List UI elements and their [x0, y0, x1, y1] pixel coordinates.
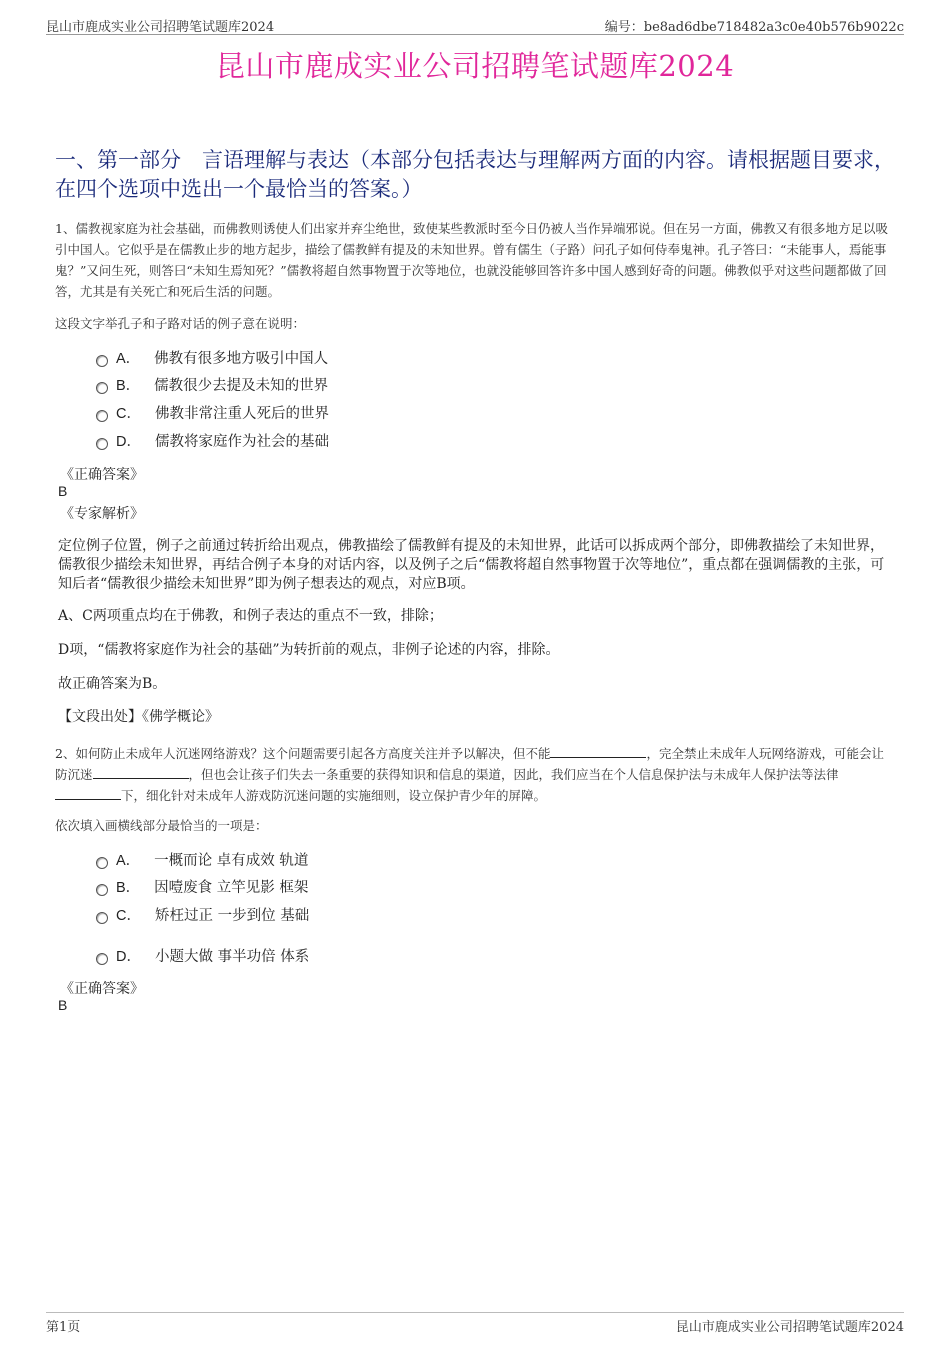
footer-doc-title: 昆山市鹿成实业公司招聘笔试题库2024	[675, 1320, 904, 1335]
page-footer	[46, 1312, 904, 1333]
q1-option-a[interactable]: A． 佛教有很多地方吸引中国人	[96, 348, 328, 370]
q2-answer-label: 《正确答案》	[60, 981, 144, 997]
q2-option-d[interactable]: D． 小题大做 事半功倍 体系	[96, 946, 309, 968]
q1-analysis-paragraph: D项，“儒教将家庭作为社会的基础”为转折前的观点，非例子论述的内容，排除。	[58, 642, 560, 658]
q2-answer: B	[58, 997, 68, 1013]
q1-prompt: 这段文字举孔子和子路对话的例子意在说明：	[55, 316, 306, 331]
radio-icon[interactable]	[96, 410, 108, 422]
q1-answer: B	[58, 483, 68, 499]
q2-option-a[interactable]: A． 一概而论 卓有成效 轨道	[96, 850, 308, 872]
footer-page-number: 第1页	[46, 1320, 81, 1335]
radio-icon[interactable]	[96, 438, 108, 450]
q1-analysis-paragraph: A、C两项重点均在于佛教，和例子表达的重点不一致，排除；	[58, 608, 443, 624]
radio-icon[interactable]	[96, 382, 108, 394]
q1-option-c[interactable]: C． 佛教非常注重人死后的世界	[96, 403, 329, 425]
header-doc-id: 编号：be8ad6dbe718482a3c0e40b576b9022c	[604, 20, 904, 35]
radio-icon[interactable]	[96, 884, 108, 896]
q2-prompt: 依次填入画横线部分最恰当的一项是：	[55, 818, 268, 833]
radio-icon[interactable]	[96, 857, 108, 869]
q1-answer-label: 《正确答案》	[60, 467, 144, 483]
q2-text: 2、如何防止未成年人沉迷网络游戏？这个问题需要引起各方高度关注并予以解决，但不能 ，完全禁止未成年人玩网络游戏，可能会让防沉迷 ，但也会让孩子们失去一条重要的获得知识和信息的渠道，因此，我们应当在个人信息保护法与未成年人保护法等法律下，细化针对未成年人游戏防沉迷问题的实施细则，设立保护青少年的屏障。	[55, 746, 884, 803]
q1-analysis-label: 《专家解析》	[60, 506, 144, 522]
fill-blank-1	[550, 745, 646, 758]
q1-option-d[interactable]: D． 儒教将家庭作为社会的基础	[96, 431, 329, 453]
fill-blank-2	[93, 766, 189, 779]
q1-source: 【文段出处】《佛学概论》	[58, 709, 219, 725]
q1-option-b[interactable]: B． 儒教很少去提及未知的世界	[96, 375, 328, 397]
radio-icon[interactable]	[96, 912, 108, 924]
header-doc-title: 昆山市鹿成实业公司招聘笔试题库2024	[46, 20, 275, 35]
radio-icon[interactable]	[96, 355, 108, 367]
q2-option-c[interactable]: C． 矫枉过正 一步到位 基础	[96, 905, 309, 927]
q1-analysis-paragraph: 定位例子位置，例子之前通过转折给出观点，佛教描绘了儒教鲜有提及的未知世界，此话可以拆成两个部分，即佛教描绘了未知世界，儒教很少描绘未知世界，再结合例子本身的对话内容，以及例子之后“儒教将超自然事物置于次等地位”，重点都在强调儒教的主张，可知后者“儒教很少描绘未知世界”即为例子想表达的观点，对应B项。	[58, 538, 885, 592]
q1-analysis-paragraph: 故正确答案为B。	[58, 676, 167, 692]
q2-option-b[interactable]: B． 因噎废食 立竿见影 框架	[96, 877, 308, 899]
q1-text: 1、儒教视家庭为社会基础，而佛教则诱使人们出家并弃尘绝世，致使某些教派时至今日仍被人当作异端邪说。但在另一方面，佛教又有很多地方足以吸引中国人。它似乎是在儒教止步的地方起步，描绘了儒教鲜有提及的未知世界。曾有儒生（子路）问孔子如何侍奉鬼神。孔子答曰：“未能事人，焉能事鬼？”又问生死，则答曰“未知生焉知死？”儒教将超自然事物置于次等地位，也就没能够回答许多中国人感到好奇的问题。佛教似乎对这些问题都做了回答，尤其是有关死亡和死后生活的问题。	[55, 221, 888, 299]
section-heading: 一、第一部分 言语理解与表达（本部分包括表达与理解两方面的内容。请根据题目要求，在四个选项中选出一个最恰当的答案。）	[55, 148, 895, 201]
page-title: 昆山市鹿成实业公司招聘笔试题库2024	[215, 49, 735, 83]
page-header	[46, 14, 904, 35]
radio-icon[interactable]	[96, 953, 108, 965]
fill-blank-3	[55, 787, 121, 800]
